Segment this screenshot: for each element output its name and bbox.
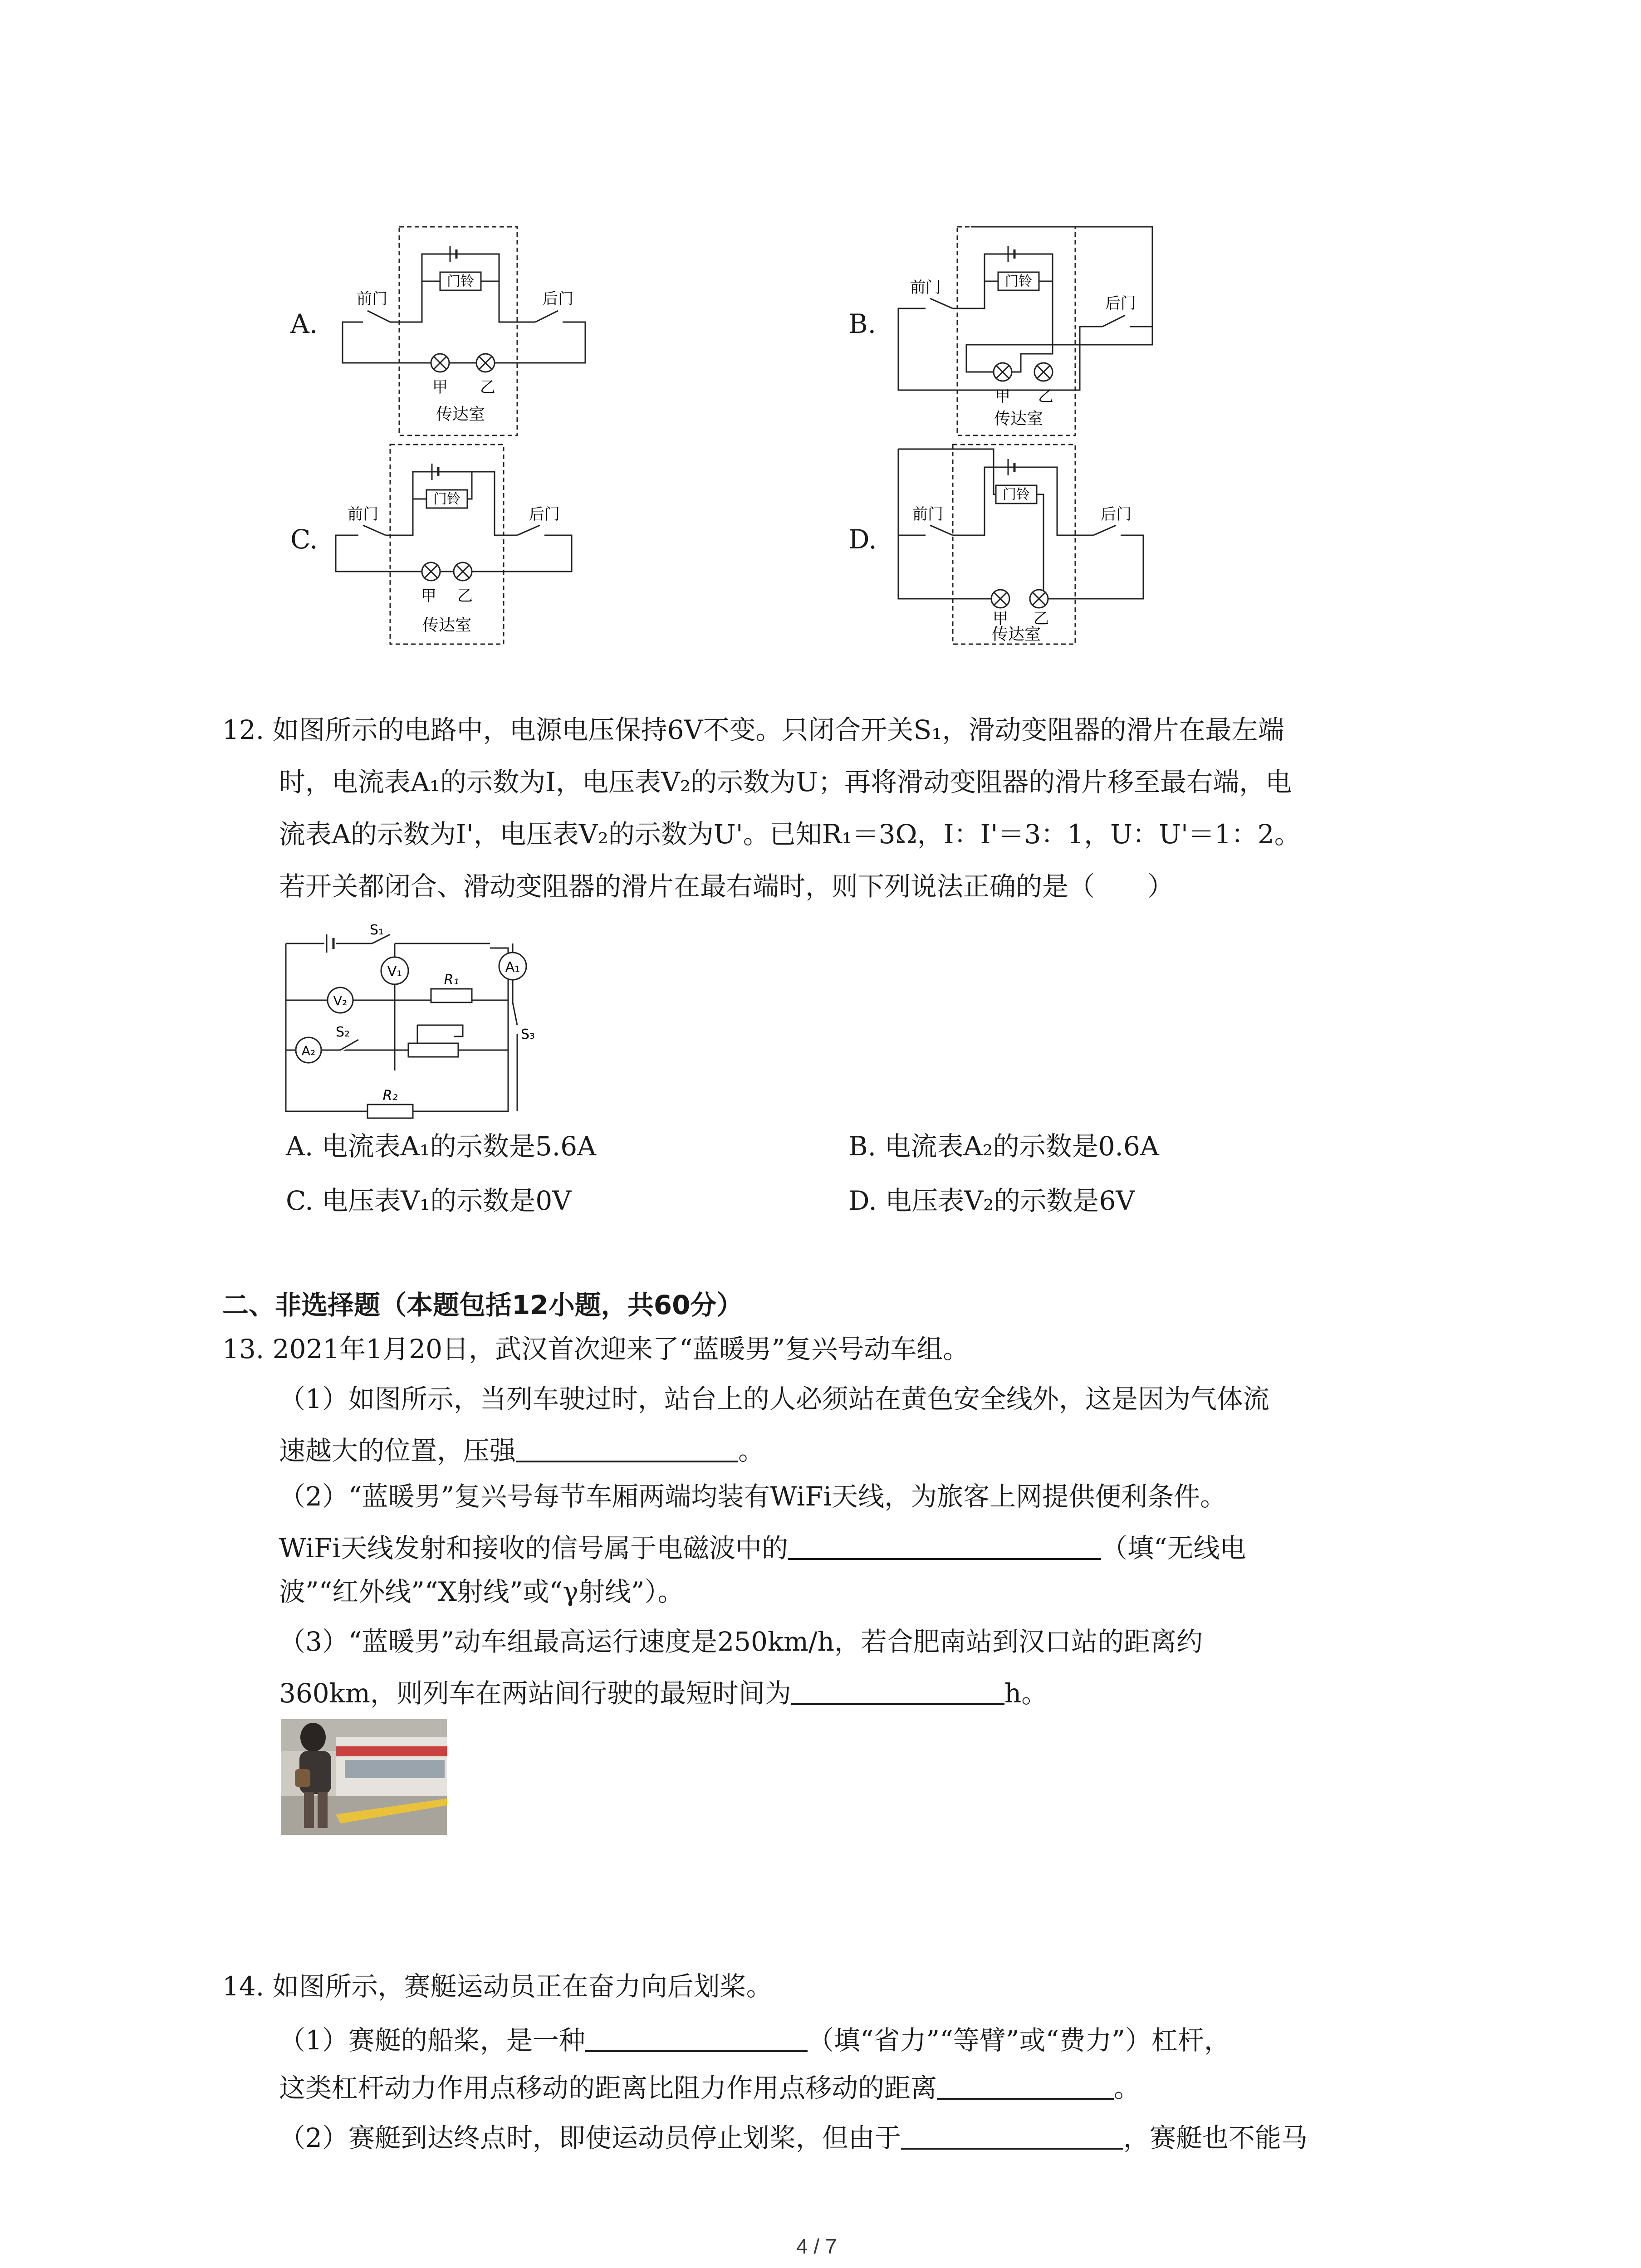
room-label: 传达室: [436, 405, 485, 424]
answer-blank-1[interactable]: [516, 1433, 738, 1462]
platform-photo: [281, 1719, 447, 1835]
q14-part1-line2: 这类杠杆动力作用点移动的距离比阻力作用点移动的距离 。: [279, 2071, 1140, 2101]
r1-label: R₁: [444, 972, 459, 988]
front-door-label: 前门: [348, 505, 378, 523]
room-label: 传达室: [991, 625, 1041, 644]
q12-option-b: B. 电流表A₂的示数是0.6A: [848, 1131, 1159, 1162]
a1-label: A₁: [505, 959, 520, 975]
option-letter-d: D.: [848, 524, 877, 555]
room-label: 传达室: [422, 616, 472, 635]
front-door-label: 前门: [910, 279, 941, 297]
q13-part1-line1: （1）如图所示，当列车驶过时，站台上的人必须站在黄色安全线外，这是因为气体流: [279, 1383, 1269, 1414]
q12-line-1: 12. 如图所示的电路中，电源电压保持6V不变。只闭合开关S₁，滑动变阻器的滑片在最左端: [222, 714, 1284, 745]
option-letter-a: A.: [290, 308, 318, 339]
q12-circuit-diagram: [281, 921, 572, 1120]
q13-part2-line2: WiFi天线发射和接收的信号属于电磁波中的 （填“无线电: [279, 1531, 1246, 1561]
page-number: 4 / 7: [796, 2234, 837, 2258]
lamp-yi-label: 乙: [1034, 610, 1049, 628]
answer-blank-6[interactable]: [901, 2121, 1123, 2150]
circuit-diagram-a: [331, 218, 649, 445]
s1-label: S₁: [370, 922, 384, 938]
q13-part2-line1: （2）“蓝暖男”复兴号每节车厢两端均装有WiFi天线，为旅客上网提供便利条件。: [279, 1481, 1227, 1512]
back-door-label: 后门: [543, 290, 573, 308]
bell-label: 门铃: [1003, 487, 1030, 503]
train-platform-image: [281, 1719, 447, 1835]
s2-label: S₂: [336, 1024, 350, 1040]
answer-blank-2[interactable]: [788, 1531, 1101, 1560]
section-heading: 二、非选择题（本题包括12小题，共60分）: [222, 1290, 743, 1320]
option-letter-c: C.: [290, 524, 318, 555]
bell-label: 门铃: [433, 491, 460, 507]
circuit-diagram-c: [327, 435, 644, 653]
room-label: 传达室: [994, 410, 1043, 428]
q14-part2-line1: （2）赛艇到达终点时，即使运动员停止划桨，但由于 ，赛艇也不能马: [279, 2121, 1308, 2151]
q14-part1-line1: （1）赛艇的船桨，是一种 （填“省力”“等臂”或“费力”）杠杆，: [279, 2023, 1230, 2053]
q13-part2-line3: 波”“红外线”“X射线”或“γ射线”）。: [279, 1576, 684, 1607]
back-door-label: 后门: [1101, 505, 1132, 523]
q12-line-3: 流表A的示数为I'，电压表V₂的示数为U'。已知R₁＝3Ω，I：I'＝3：1，U：U'＝1：2。: [279, 819, 1301, 850]
s3-label: S₃: [521, 1026, 535, 1042]
bell-label: 门铃: [1005, 274, 1032, 289]
q12-option-a: A. 电流表A₁的示数是5.6A: [286, 1131, 597, 1162]
q13-part3-line1: （3）“蓝暖男”动车组最高运行速度是250km/h，若合肥南站到汉口站的距离约: [279, 1626, 1203, 1657]
q13-part3-line2: 360km，则列车在两站间行驶的最短时间为 h。: [279, 1676, 1048, 1706]
lamp-jia-label: 甲: [421, 587, 436, 605]
answer-blank-3[interactable]: [791, 1676, 1004, 1705]
bell-label: 门铃: [447, 274, 474, 289]
q12-line-2: 时，电流表A₁的示数为I，电压表V₂的示数为U；再将滑动变阻器的滑片移至最右端，电: [279, 767, 1292, 797]
answer-blank-5[interactable]: [937, 2071, 1114, 2100]
q12-option-c: C. 电压表V₁的示数是0V: [286, 1185, 572, 1216]
answer-blank-4[interactable]: [585, 2023, 808, 2052]
front-door-label: 前门: [912, 505, 943, 523]
option-letter-b: B.: [848, 308, 877, 339]
v1-label: V₁: [387, 964, 402, 980]
back-door-label: 后门: [1105, 294, 1136, 313]
lamp-jia-label: 甲: [993, 610, 1008, 628]
circuit-diagram-d: [889, 435, 1207, 653]
v2-label: V₂: [333, 993, 348, 1008]
lamp-jia-label: 甲: [432, 378, 448, 396]
back-door-label: 后门: [529, 505, 560, 523]
circuit-diagram-b: [889, 218, 1207, 445]
q14-intro: 14. 如图所示，赛艇运动员正在奋力向后划桨。: [222, 1971, 773, 2002]
q12-option-d: D. 电压表V₂的示数是6V: [848, 1185, 1135, 1216]
lamp-yi-label: 乙: [480, 378, 495, 396]
q12-line-4: 若开关都闭合、滑动变阻器的滑片在最右端时，则下列说法正确的是（ ）: [279, 871, 1174, 902]
front-door-label: 前门: [357, 290, 387, 308]
r2-label: R₂: [382, 1088, 398, 1104]
lamp-yi-label: 乙: [1038, 387, 1053, 406]
a2-label: A₂: [301, 1043, 316, 1058]
lamp-yi-label: 乙: [457, 587, 473, 605]
q13-intro: 13. 2021年1月20日，武汉首次迎来了“蓝暖男”复兴号动车组。: [222, 1334, 970, 1364]
q13-part1-line2: 速越大的位置，压强 。: [279, 1433, 764, 1464]
lamp-jia-label: 甲: [995, 387, 1010, 406]
